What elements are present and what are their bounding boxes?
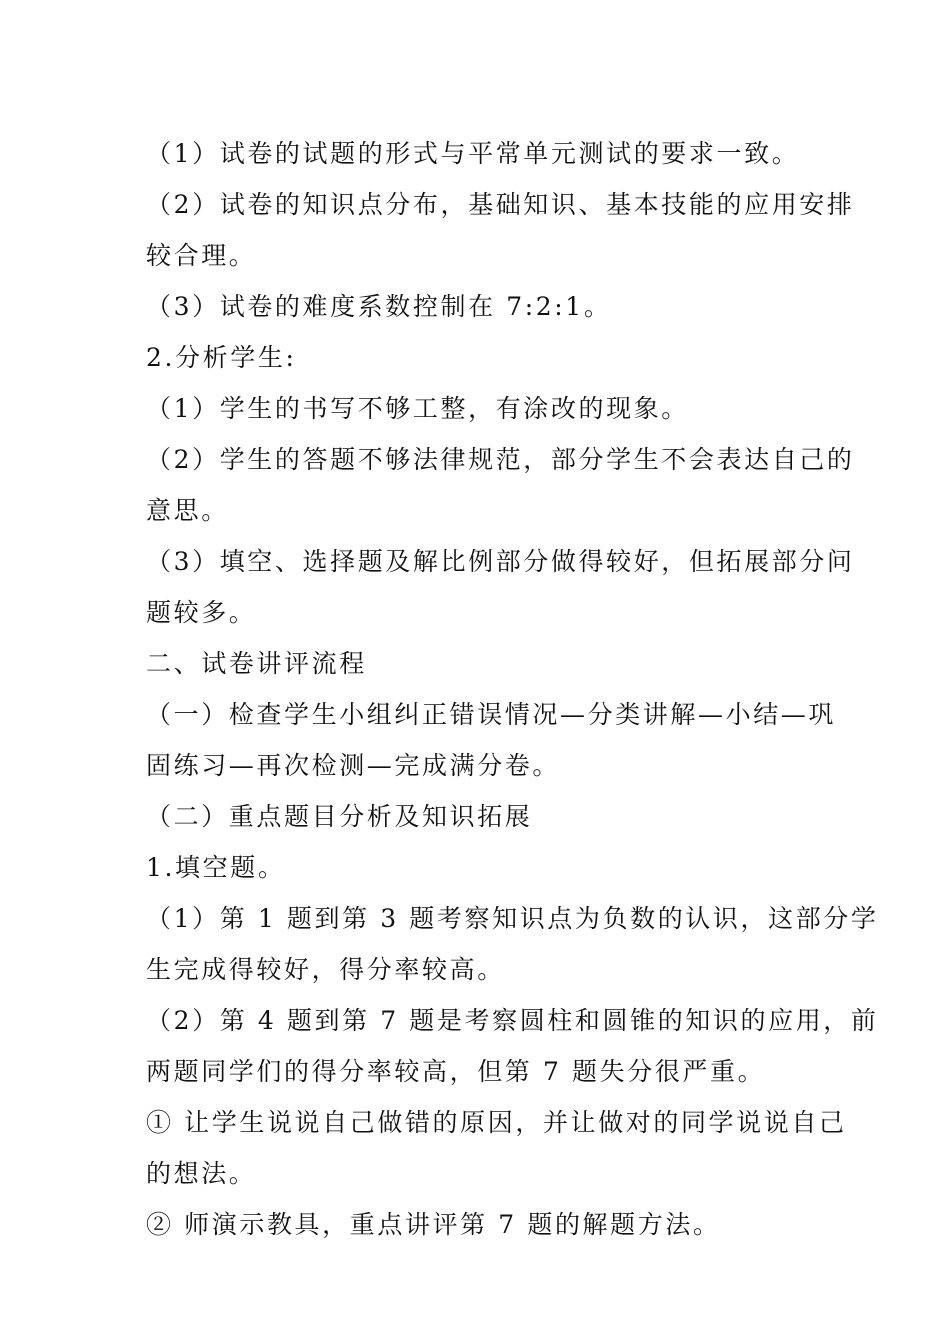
text-line: 的想法。 bbox=[146, 1159, 257, 1188]
section-heading: （二）重点题目分析及知识拓展 bbox=[146, 802, 533, 831]
text-line: （2）学生的答题不够法律规范，部分学生不会表达自己的 bbox=[146, 445, 855, 474]
text-line: 意思。 bbox=[146, 496, 229, 525]
text-line: 固练习—再次检测—完成满分卷。 bbox=[146, 751, 561, 780]
text-line: （2）试卷的知识点分布，基础知识、基本技能的应用安排 bbox=[146, 190, 855, 219]
text-line: （3）试卷的难度系数控制在 7:2:1。 bbox=[146, 292, 612, 321]
text-line: ① 让学生说说自己做错的原因，并让做对的同学说说自己 bbox=[146, 1108, 847, 1137]
text-line: （1）试卷的试题的形式与平常单元测试的要求一致。 bbox=[146, 139, 800, 168]
text-line: 两题同学们的得分率较高，但第 7 题失分很严重。 bbox=[146, 1057, 766, 1086]
section-heading: 2.分析学生: bbox=[146, 343, 297, 372]
text-line: （1）第 1 题到第 3 题考察知识点为负数的认识，这部分学 bbox=[146, 904, 879, 933]
text-line: （一）检查学生小组纠正错误情况—分类讲解—小结—巩 bbox=[146, 700, 837, 729]
text-line: （2）第 4 题到第 7 题是考察圆柱和圆锥的知识的应用，前 bbox=[146, 1006, 879, 1035]
text-line: （3）填空、选择题及解比例部分做得较好，但拓展部分问 bbox=[146, 547, 855, 576]
document-body bbox=[146, 128, 879, 1250]
text-line: 生完成得较好，得分率较高。 bbox=[146, 955, 505, 984]
section-heading: 二、试卷讲评流程 bbox=[146, 649, 367, 678]
text-line: （1）学生的书写不够工整，有涂改的现象。 bbox=[146, 394, 689, 423]
section-heading: 1.填空题。 bbox=[146, 853, 286, 882]
text-line: ② 师演示教具，重点讲评第 7 题的解题方法。 bbox=[146, 1210, 721, 1239]
text-line: 较合理。 bbox=[146, 241, 257, 270]
text-line: 题较多。 bbox=[146, 598, 257, 627]
